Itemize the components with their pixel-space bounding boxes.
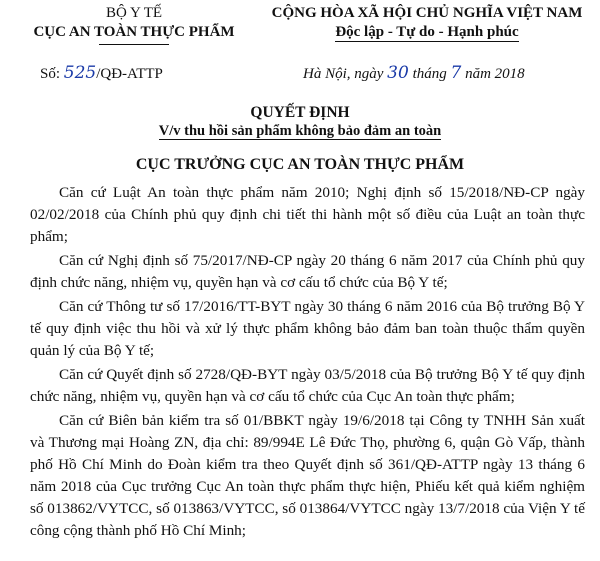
decision-subject-text: V/v thu hồi sản phẩm không bảo đảm an toàn bbox=[158, 123, 442, 139]
doc-number-suffix: /QĐ-ATTP bbox=[96, 66, 163, 82]
year-label: năm 2018 bbox=[465, 66, 525, 82]
date-month-handwritten: 7 bbox=[450, 63, 462, 83]
national-motto: Độc lập - Tự do - Hạnh phúc bbox=[335, 24, 519, 40]
legal-basis-paragraph: Căn cứ Biên bản kiểm tra số 01/BBKT ngày 19/6/2018 tại Công ty TNHH Sản xuất và Thương mại Hoàng ZN, địa chỉ: 89/994E Lê Đức Thọ, phường 6, quận Gò Vấp, thành phố Hồ Chí Minh do Đoàn kiểm tra theo Quyết định số 361/QĐ-ATTP ngày 13 tháng 6 năm 2018 của Cục trưởng Cục An toàn thực phẩm thực hiện, Phiếu kết quả kiểm nghiệm số 013862/VYTCC, số 013863/VYTCC, số 013864/VYTCC ngày 13/7/2018 của Viện Y tế công cộng thành phố Hồ Chí Minh; bbox=[30, 412, 585, 539]
issuing-authority bbox=[18, 4, 250, 45]
document-number bbox=[40, 64, 163, 83]
legal-basis-paragraph: Căn cứ Thông tư số 17/2016/TT-BYT ngày 30 tháng 6 năm 2016 của Bộ trưởng Bộ Y tế quy định việc thu hồi và xử lý thực phẩm không bảo đảm ban toàn thuộc thẩm quyền quản lý của Bộ Y tế; bbox=[30, 298, 585, 359]
decision-title-block bbox=[0, 103, 600, 140]
legal-basis-paragraph: Căn cứ Luật An toàn thực phẩm năm 2010; Nghị định số 15/2018/NĐ-CP ngày 02/02/2018 của Chính phủ quy định chi tiết thi hành một số điều của Luật an toàn thực phẩm; bbox=[30, 184, 585, 245]
doc-number-handwritten: 525 bbox=[63, 63, 97, 83]
agency-name: CỤC AN TOÀN THỰC PHẨM bbox=[33, 24, 235, 40]
month-label: tháng bbox=[412, 66, 447, 82]
agency-underline bbox=[99, 44, 169, 45]
issuer-heading: CỤC TRƯỞNG CỤC AN TOÀN THỰC PHẨM bbox=[135, 156, 465, 173]
place-prefix: Hà Nội, ngày bbox=[303, 66, 384, 82]
ministry-name: BỘ Y TẾ bbox=[105, 5, 163, 21]
place-and-date bbox=[303, 64, 525, 83]
decision-subject bbox=[0, 122, 600, 140]
date-day-handwritten: 30 bbox=[387, 63, 409, 83]
legal-basis-paragraph: Căn cứ Nghị định số 75/2017/NĐ-CP ngày 20 tháng 6 năm 2017 của Chính phủ quy định chức năng, nhiệm vụ, quyền hạn và cơ cấu tổ chức của Bộ Y tế; bbox=[30, 252, 585, 291]
legal-basis-paragraph: Căn cứ Quyết định số 2728/QĐ-BYT ngày 03/5/2018 của Bộ trưởng Bộ Y tế quy định chức năng, nhiệm vụ, quyền hạn và cơ cấu tổ chức của Cục An toàn thực phẩm; bbox=[30, 366, 585, 405]
country-name: CỘNG HÒA XÃ HỘI CHỦ NGHĨA VIỆT NAM bbox=[271, 5, 583, 21]
document-body bbox=[30, 182, 585, 544]
doc-number-prefix: Số: bbox=[40, 66, 61, 82]
decision-type: QUYẾT ĐỊNH bbox=[250, 104, 350, 121]
national-title bbox=[258, 4, 596, 42]
